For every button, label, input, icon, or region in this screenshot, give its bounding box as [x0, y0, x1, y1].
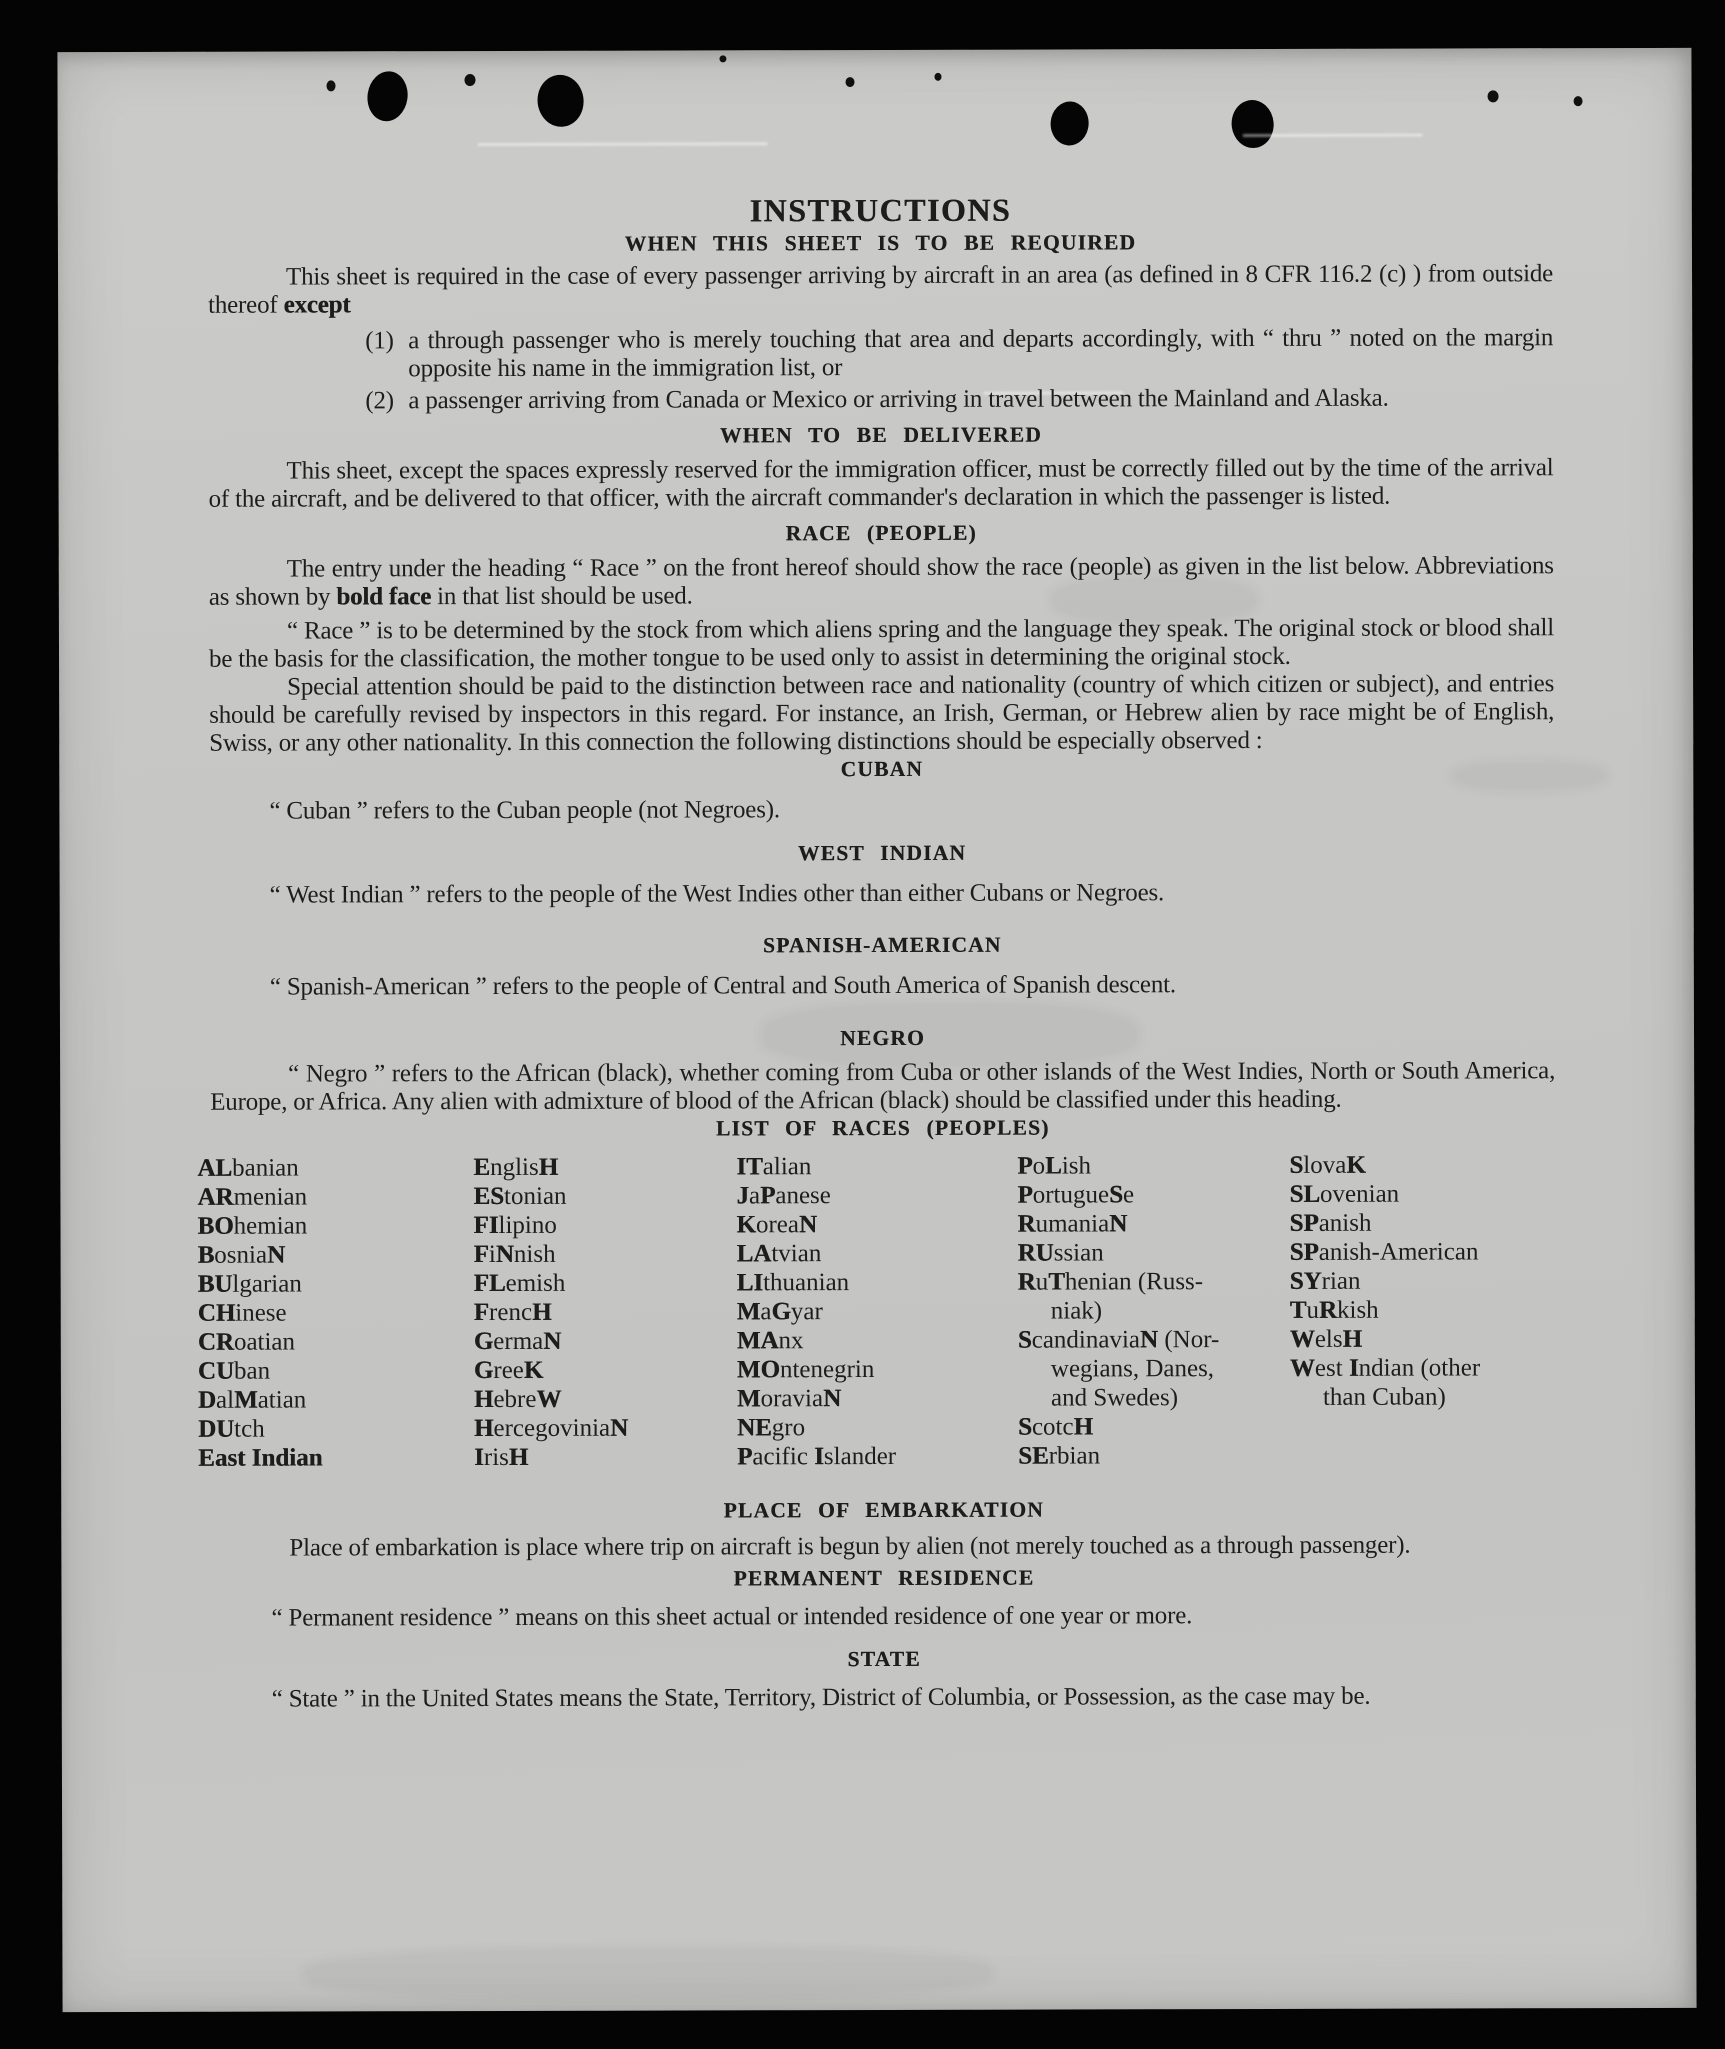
race-item: FLemish [473, 1269, 566, 1298]
race-item: NEgro [737, 1414, 806, 1442]
race-item: BUlgarian [197, 1270, 302, 1298]
race-item: MAnx [736, 1327, 804, 1355]
ink-speck [934, 73, 941, 81]
race-item: HebreW [473, 1385, 562, 1414]
paragraph: “ State ” in the United States means the State, Territory, District of Columbia, or Possession, as the case may be. [271, 1682, 1371, 1713]
section-heading-spanish-american: SPANISH-AMERICAN [762, 932, 1002, 958]
paragraph: Place of embarkation is place where trip on aircraft is begun by alien (not merely touched as a through passenger). [289, 1531, 1411, 1562]
paragraph: “ Negro ” refers to the African (black), whether coming from Cuba or other islands of the West Indies, North or South America, Europe, or Africa. Any alien with admixture of blood of the African (black) should be classified under this heading. [210, 1057, 1556, 1116]
race-item: WelsH [1289, 1325, 1363, 1353]
section-heading-negro: NEGRO [840, 1025, 925, 1051]
scratch-mark [1243, 134, 1423, 137]
race-item: DUtch [198, 1415, 265, 1443]
intro-text: This sheet is required in the case of every passenger arriving by aircraft in an area (as defined in 8 CFR 116.2 (c) ) from outside thereof [208, 260, 1554, 319]
punch-hole-icon [535, 73, 586, 130]
races-column [1017, 1151, 1290, 1471]
race-item: wegians, Danes, [1050, 1355, 1215, 1383]
section-heading-cuban: CUBAN [840, 756, 924, 782]
race-item: KoreaN [736, 1211, 818, 1239]
race-text-post: in that list should be used. [431, 582, 693, 611]
race-item: SPanish [1289, 1209, 1372, 1237]
race-item: IrisH [474, 1443, 529, 1472]
race-item: LAtvian [736, 1240, 822, 1268]
race-item: East Indian [198, 1444, 323, 1472]
race-item: CRoatian [197, 1328, 296, 1356]
item-number: (2) [365, 387, 394, 415]
race-item: JaPanese [736, 1182, 831, 1210]
section-heading-when-delivered: WHEN TO BE DELIVERED [719, 422, 1042, 448]
paper-sheet [57, 48, 1696, 2012]
race-item: ARmenian [197, 1183, 308, 1211]
section-heading-permanent-residence: PERMANENT RESIDENCE [733, 1565, 1035, 1591]
section-heading-race-people: RACE (PEOPLE) [785, 520, 977, 546]
paragraph: “ Permanent residence ” means on this sheet actual or intended residence of one year or more. [271, 1602, 1193, 1632]
race-item: TuRkish [1289, 1296, 1379, 1324]
section-heading-place-of-embarkation: PLACE OF EMBARKATION [723, 1497, 1044, 1523]
race-item: FrencH [473, 1298, 552, 1327]
race-item: FIlipino [473, 1211, 557, 1240]
ink-speck [327, 80, 336, 91]
race-item: SErbian [1018, 1442, 1101, 1470]
race-bold-face: bold face [336, 583, 432, 611]
races-column [473, 1152, 737, 1472]
race-item: DalMatian [197, 1386, 307, 1414]
race-item: PortugueSe [1017, 1181, 1135, 1209]
race-item: ScandinaviaN (Nor- [1017, 1326, 1220, 1354]
item-text: a passenger arriving from Canada or Mexico or arriving in travel between the Mainland and Alaska. [408, 384, 1389, 415]
list-item-through-passenger [208, 324, 1553, 384]
race-item: MOntenegrin [736, 1356, 875, 1384]
race-item: BosniaN [197, 1241, 286, 1269]
punch-hole-icon [364, 69, 410, 124]
punch-hole-icon [1049, 100, 1090, 146]
race-item: MoraviaN [736, 1385, 842, 1413]
race-item: ScotcH [1018, 1413, 1094, 1441]
paragraph: “ Cuban ” refers to the Cuban people (not Negroes). [269, 796, 780, 825]
race-item: CHinese [197, 1299, 287, 1327]
races-grid [197, 1150, 1556, 1473]
race-item: SPanish-American [1289, 1238, 1479, 1266]
race-item: EnglisH [473, 1153, 559, 1182]
race-item: SlovaK [1289, 1151, 1366, 1179]
race-item: RUssian [1017, 1239, 1104, 1267]
item-number: (1) [365, 327, 394, 355]
ink-speck [846, 77, 855, 87]
race-item: EStonian [473, 1182, 567, 1211]
paragraph: This sheet, except the spaces expressly reserved for the immigration officer, must be correctly filled out by the time of the arrival of the aircraft, and be delivered to that officer, with the aircraft commander's declaration in which the passenger is listed. [208, 454, 1554, 513]
race-item: RumaniaN [1017, 1210, 1128, 1238]
race-item: SYrian [1289, 1267, 1361, 1295]
race-item: FiNnish [473, 1240, 556, 1269]
race-item: niak) [1050, 1297, 1103, 1325]
section-heading-when-required: WHEN THIS SHEET IS TO BE REQUIRED [624, 230, 1137, 256]
ink-speck [464, 74, 475, 86]
paragraph: “ West Indian ” refers to the people of the West Indies other than either Cubans or Negroes. [269, 879, 1165, 909]
item-text: a through passenger who is merely touching that area and departs accordingly, with “ thru ” noted on the margin opposite his name in the immigration list, or [408, 324, 1554, 383]
race-item: PoLish [1017, 1152, 1092, 1180]
section-heading-west-indian: WEST INDIAN [797, 840, 967, 866]
ink-speck [1488, 90, 1499, 102]
race-item: HercegoviniaN [474, 1414, 629, 1443]
paragraph: “ Race ” is to be determined by the stock from which aliens spring and the language they speak. The original stock or blood shall be the basis for the classification, the mother tongue to be used only to assist in determining the original stock. [208, 614, 1554, 673]
paragraph-intro [208, 260, 1553, 320]
intro-bold-word: except [283, 291, 351, 319]
section-heading-list-of-races: LIST OF RACES (PEOPLES) [715, 1115, 1050, 1141]
ink-speck [1574, 96, 1583, 106]
list-item-canada-mexico [208, 384, 1553, 416]
race-item: Pacific Islander [737, 1442, 897, 1471]
bleed-through-smudge [302, 1945, 992, 2002]
race-item: BOhemian [197, 1212, 308, 1240]
instructions-document [197, 188, 1557, 1714]
race-item: LIthuanian [736, 1269, 850, 1297]
race-item: CUban [197, 1357, 271, 1385]
race-item: RuThenian (Russ- [1017, 1268, 1204, 1296]
race-item: ALbanian [197, 1154, 299, 1182]
punch-hole-icon [1230, 98, 1276, 150]
section-heading-state: STATE [847, 1646, 921, 1672]
scratch-mark [478, 142, 768, 146]
races-column [736, 1152, 1018, 1472]
race-text-pre: The entry under the heading “ Race ” on the front hereof should show the race (people) as given in the list below. Abbreviations as shown by [208, 552, 1554, 611]
race-item: GermaN [473, 1327, 562, 1356]
doc-title: INSTRUCTIONS [749, 191, 1012, 229]
paragraph [209, 552, 1554, 612]
race-item: MaGyar [736, 1298, 823, 1326]
ink-speck [719, 55, 726, 62]
paragraph: Special attention should be paid to the distinction between race and nationality (country of which citizen or subject), and entries should be carefully revised by inspectors in this regard. For instance, an Irish, German, or Hebrew alien by race might be of English, Swiss, or any other nationality. In this connection the following distinctions should be especially observed : [209, 670, 1555, 757]
race-item: and Swedes) [1050, 1384, 1179, 1412]
race-item: GreeK [473, 1356, 544, 1385]
race-item: ITalian [736, 1153, 812, 1181]
races-column [197, 1153, 474, 1473]
race-item: than Cuban) [1322, 1383, 1446, 1411]
race-item: West Indian (other [1289, 1354, 1481, 1382]
race-item: SLovenian [1289, 1180, 1400, 1208]
paragraph: “ Spanish-American ” refers to the people of Central and South America of Spanish descent. [269, 971, 1176, 1001]
races-column [1289, 1150, 1556, 1470]
